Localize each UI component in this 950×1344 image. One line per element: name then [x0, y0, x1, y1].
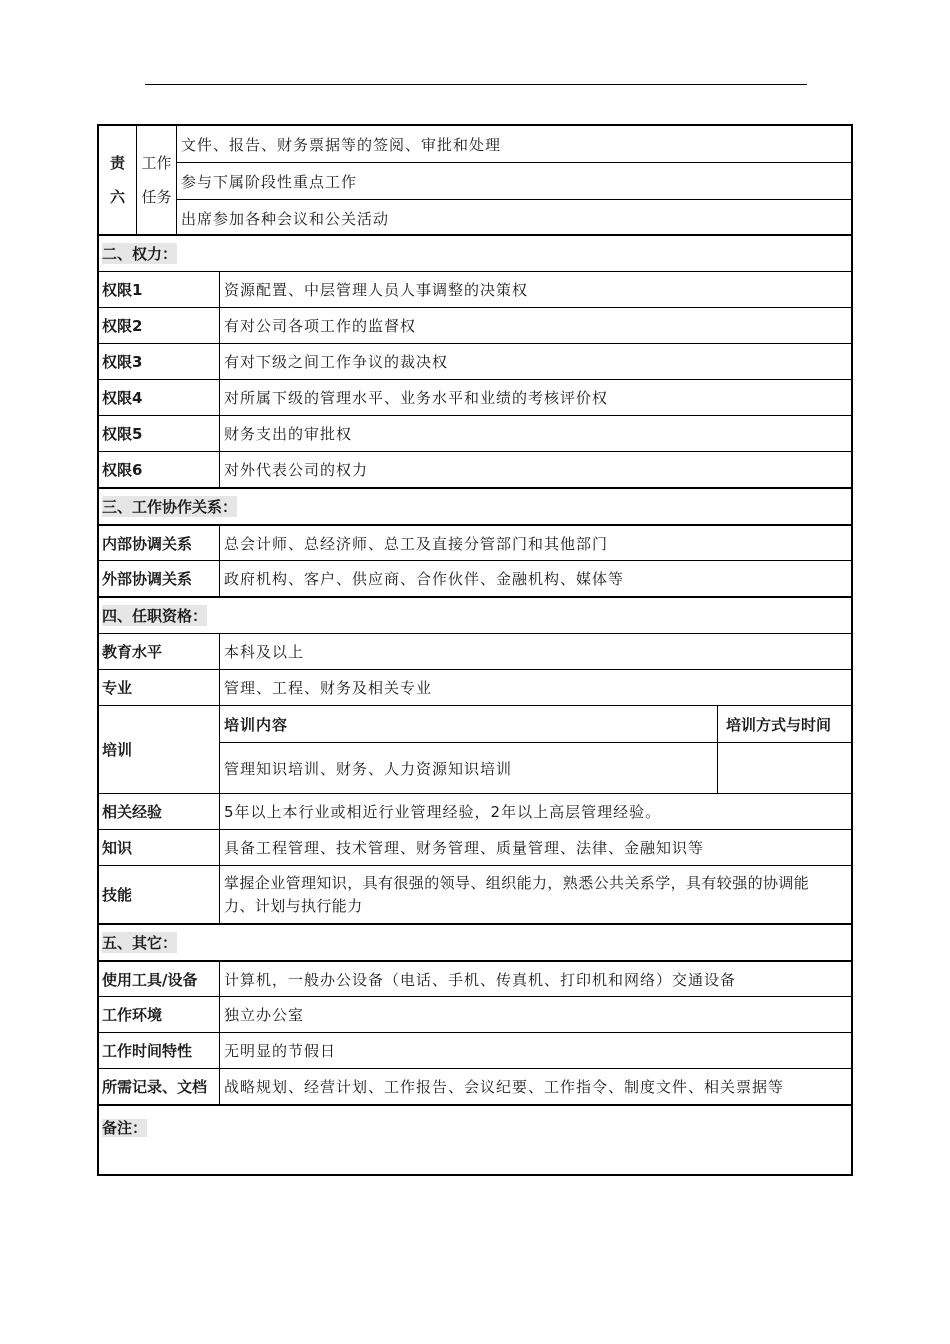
authority-row: [99, 415, 851, 451]
training-content-header: 培训内容: [224, 715, 289, 734]
responsibility-label: [99, 126, 136, 234]
other-value: 独立办公室: [219, 997, 851, 1032]
section-title: 二、权力：: [102, 245, 178, 263]
experience-label: 相关经验: [102, 803, 163, 821]
relation-value: 政府机构、客户、供应商、合作伙伴、金融机构、媒体等: [219, 561, 851, 596]
other-row: [99, 960, 851, 996]
training-content-value: 管理知识培训、财务、人力资源知识培训: [224, 760, 513, 778]
education-value: 本科及以上: [219, 634, 851, 669]
responsibility-six-block: [99, 126, 851, 234]
section-qualifications-header: [99, 596, 851, 633]
authority-value: 财务支出的审批权: [219, 416, 851, 451]
section-title: 三、工作协作关系：: [102, 498, 238, 516]
other-value: 计算机，一般办公设备（电话、手机、传真机、打印机和网络）交通设备: [219, 962, 851, 996]
other-row: [99, 1068, 851, 1104]
authority-value: 对所属下级的管理水平、业务水平和业绩的考核评价权: [219, 380, 851, 415]
other-label: 所需记录、文档: [102, 1078, 208, 1096]
skills-value: [219, 866, 851, 923]
major-label: 专业: [102, 679, 133, 697]
skills-label: 技能: [102, 886, 133, 904]
work-task-label-bottom: 任务: [141, 188, 172, 206]
responsibility-label-bottom: 六: [109, 188, 125, 206]
authority-label: 权限2: [102, 317, 143, 335]
knowledge-value: 具备工程管理、技术管理、财务管理、质量管理、法律、金融知识等: [219, 830, 851, 865]
relation-label: 内部协调关系: [102, 534, 193, 553]
section-title: 四、任职资格：: [102, 607, 208, 625]
responsibility-label-top: 责: [109, 154, 125, 172]
authority-row: [99, 343, 851, 379]
knowledge-label: 知识: [102, 839, 133, 857]
authority-row: [99, 271, 851, 307]
skills-value-line: 力、计划与执行能力: [224, 896, 363, 915]
header-rule: [145, 84, 807, 85]
authority-value: 有对下级之间工作争议的裁决权: [219, 344, 851, 379]
relation-label: 外部协调关系: [102, 570, 193, 588]
authority-label: 权限1: [102, 281, 143, 299]
training-header-row: [220, 706, 851, 742]
training-method-header: 培训方式与时间: [717, 706, 851, 742]
education-row: [99, 633, 851, 669]
work-task-item: 文件、报告、财务票据等的签阅、审批和处理: [181, 135, 502, 154]
other-value: 战略规划、经营计划、工作报告、会议纪要、工作指令、制度文件、相关票据等: [219, 1069, 851, 1104]
authority-label: 权限3: [102, 353, 143, 371]
section-authority-header: [99, 234, 851, 271]
other-value: 无明显的节假日: [219, 1033, 851, 1068]
experience-value: 5年以上本行业或相近行业管理经验，2年以上高层管理经验。: [219, 794, 851, 829]
knowledge-row: [99, 829, 851, 865]
training-row: [99, 705, 851, 793]
work-task-item: 参与下属阶段性重点工作: [177, 162, 851, 199]
section-relations-header: [99, 487, 851, 524]
authority-value: 对外代表公司的权力: [219, 452, 851, 487]
authority-label: 权限4: [102, 389, 143, 407]
training-method-value: [717, 743, 851, 794]
other-label: 使用工具/设备: [102, 970, 198, 989]
other-row: [99, 996, 851, 1032]
authority-value: 有对公司各项工作的监督权: [219, 308, 851, 343]
job-description-table: [97, 124, 853, 1176]
experience-row: [99, 793, 851, 829]
section-title: 五、其它：: [102, 934, 178, 952]
relation-row: [99, 560, 851, 596]
relation-row: [99, 524, 851, 560]
training-label: 培训: [102, 741, 133, 759]
relation-value: 总会计师、总经济师、总工及直接分管部门和其他部门: [219, 526, 851, 560]
skills-row: [99, 865, 851, 923]
major-row: [99, 669, 851, 705]
authority-row: [99, 451, 851, 487]
skills-value-line: 掌握企业管理知识，具有很强的领导、组织能力，熟悉公共关系学，具有较强的协调能: [224, 873, 810, 892]
authority-row: [99, 307, 851, 343]
major-value: 管理、工程、财务及相关专业: [219, 670, 851, 705]
work-task-items: [176, 126, 851, 234]
work-task-item: 出席参加各种会议和公关活动: [177, 199, 851, 236]
authority-value: 资源配置、中层管理人员人事调整的决策权: [219, 272, 851, 307]
remarks-row: [99, 1104, 851, 1174]
other-label: 工作环境: [102, 1006, 163, 1024]
work-task-label: [136, 126, 176, 234]
remarks-label: 备注：: [102, 1119, 148, 1137]
authority-label: 权限5: [102, 425, 143, 443]
training-table: [219, 706, 851, 793]
other-row: [99, 1032, 851, 1068]
work-task-label-top: 工作: [141, 154, 172, 172]
authority-label: 权限6: [102, 461, 143, 479]
authority-row: [99, 379, 851, 415]
section-other-header: [99, 923, 851, 960]
other-label: 工作时间特性: [102, 1042, 193, 1060]
training-body-row: [220, 742, 851, 794]
education-label: 教育水平: [102, 643, 163, 661]
